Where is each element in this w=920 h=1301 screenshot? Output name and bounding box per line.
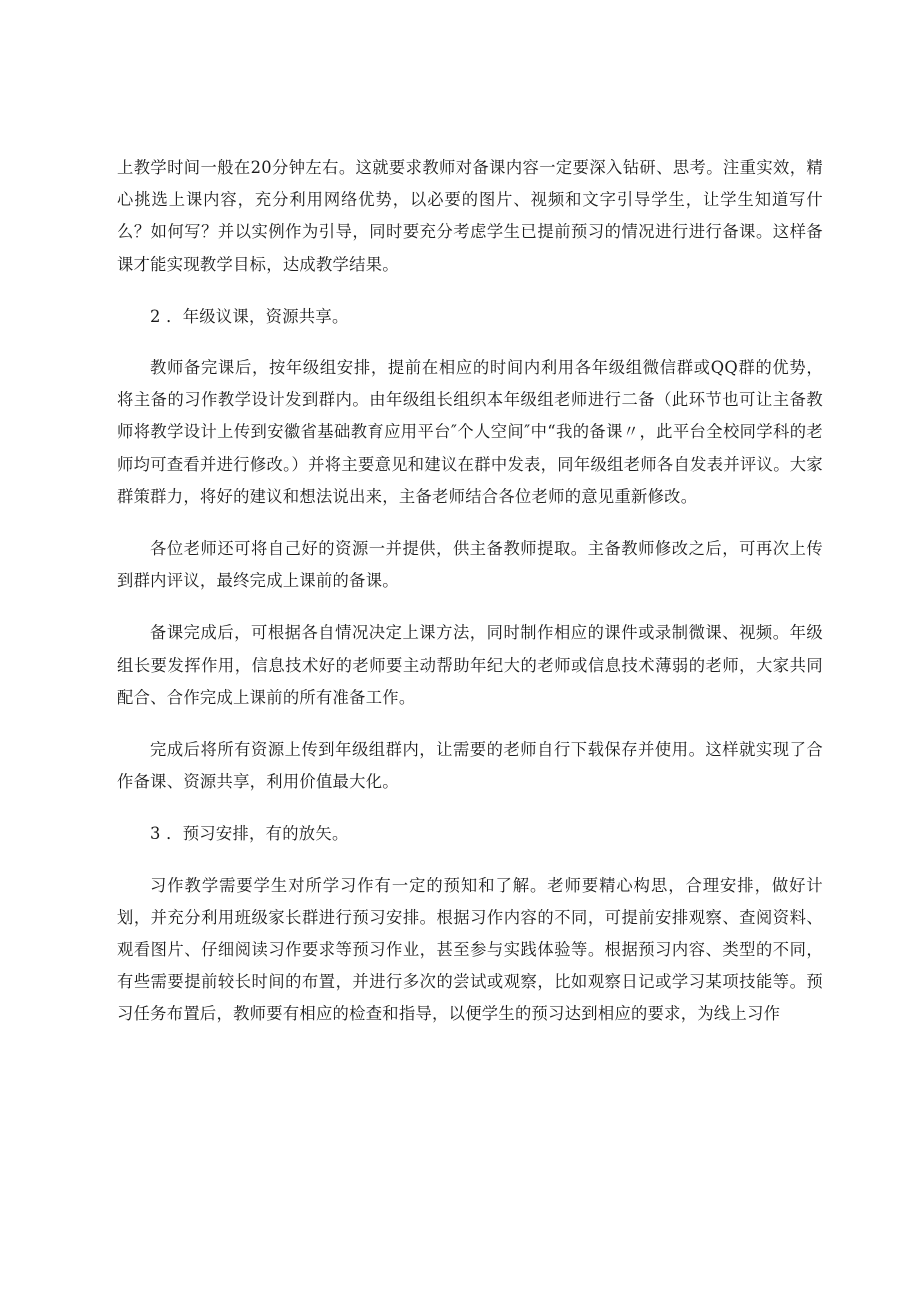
paragraph: 各位老师还可将自己好的资源一并提供，供主备教师提取。主备教师修改之后，可再次上传到群内评议，最终完成上课前的备课。: [117, 539, 823, 591]
document-page: [117, 152, 823, 1031]
paragraph: 习作教学需要学生对所学习作有一定的预知和了解。老师要精心构思，合理安排，做好计划，并充分利用班级家长群进行预习安排。根据习作内容的不同，可提前安排观察、查阅资料、观看图片、仔细阅读习作要求等预习作业，甚至参与实践体验等。根据预习内容、类型的不同，有些需要提前较长时间的布置，并进行多次的尝试或观察，比如观察日记或学习某项技能等。预习任务布置后，教师要有相应的检查和指导，以便学生的预习达到相应的要求，为线上习作: [117, 875, 823, 1024]
paragraph: 完成后将所有资源上传到年级组群内，让需要的老师自行下载保存并使用。这样就实现了合作备课、资源共享，利用价值最大化。: [117, 740, 823, 792]
paragraph: 备课完成后，可根据各自情况决定上课方法，同时制作相应的课件或录制微课、视频。年级组长要发挥作用，信息技术好的老师要主动帮助年纪大的老师或信息技术薄弱的老师，大家共同配合、合作完成上课前的所有准备工作。: [117, 623, 823, 707]
paragraph-continuation: 上教学时间一般在20分钟左右。这就要求教师对备课内容一定要深入钻研、思考。注重实效，精心挑选上课内容，充分利用网络优势，以必要的图片、视频和文字引导学生，让学生知道写什么？如何写？并以实例作为引导，同时要充分考虑学生已提前预习的情况进行进行备课。这样备课才能实现教学目标，达成教学结果。: [117, 158, 823, 274]
paragraph: 教师备完课后，按年级组安排，提前在相应的时间内利用各年级组微信群或QQ群的优势，将主备的习作教学设计发到群内。由年级组长组织本年级组老师进行二备（此环节也可让主备教师将教学设计上传到安徽省基础教育应用平台″个人空间″中“我的备课〃，此平台全校同学科的老师均可查看并进行修改。）并将主要意见和建议在群中发表，同年级组老师各自发表并评议。大家群策群力，将好的建议和想法说出来，主备老师结合各位老师的意见重新修改。: [117, 358, 823, 506]
section-heading-3: 3 ．预习安排，有的放矢。: [150, 824, 349, 844]
section-heading-2: 2 ．年级议课，资源共享。: [150, 306, 349, 326]
